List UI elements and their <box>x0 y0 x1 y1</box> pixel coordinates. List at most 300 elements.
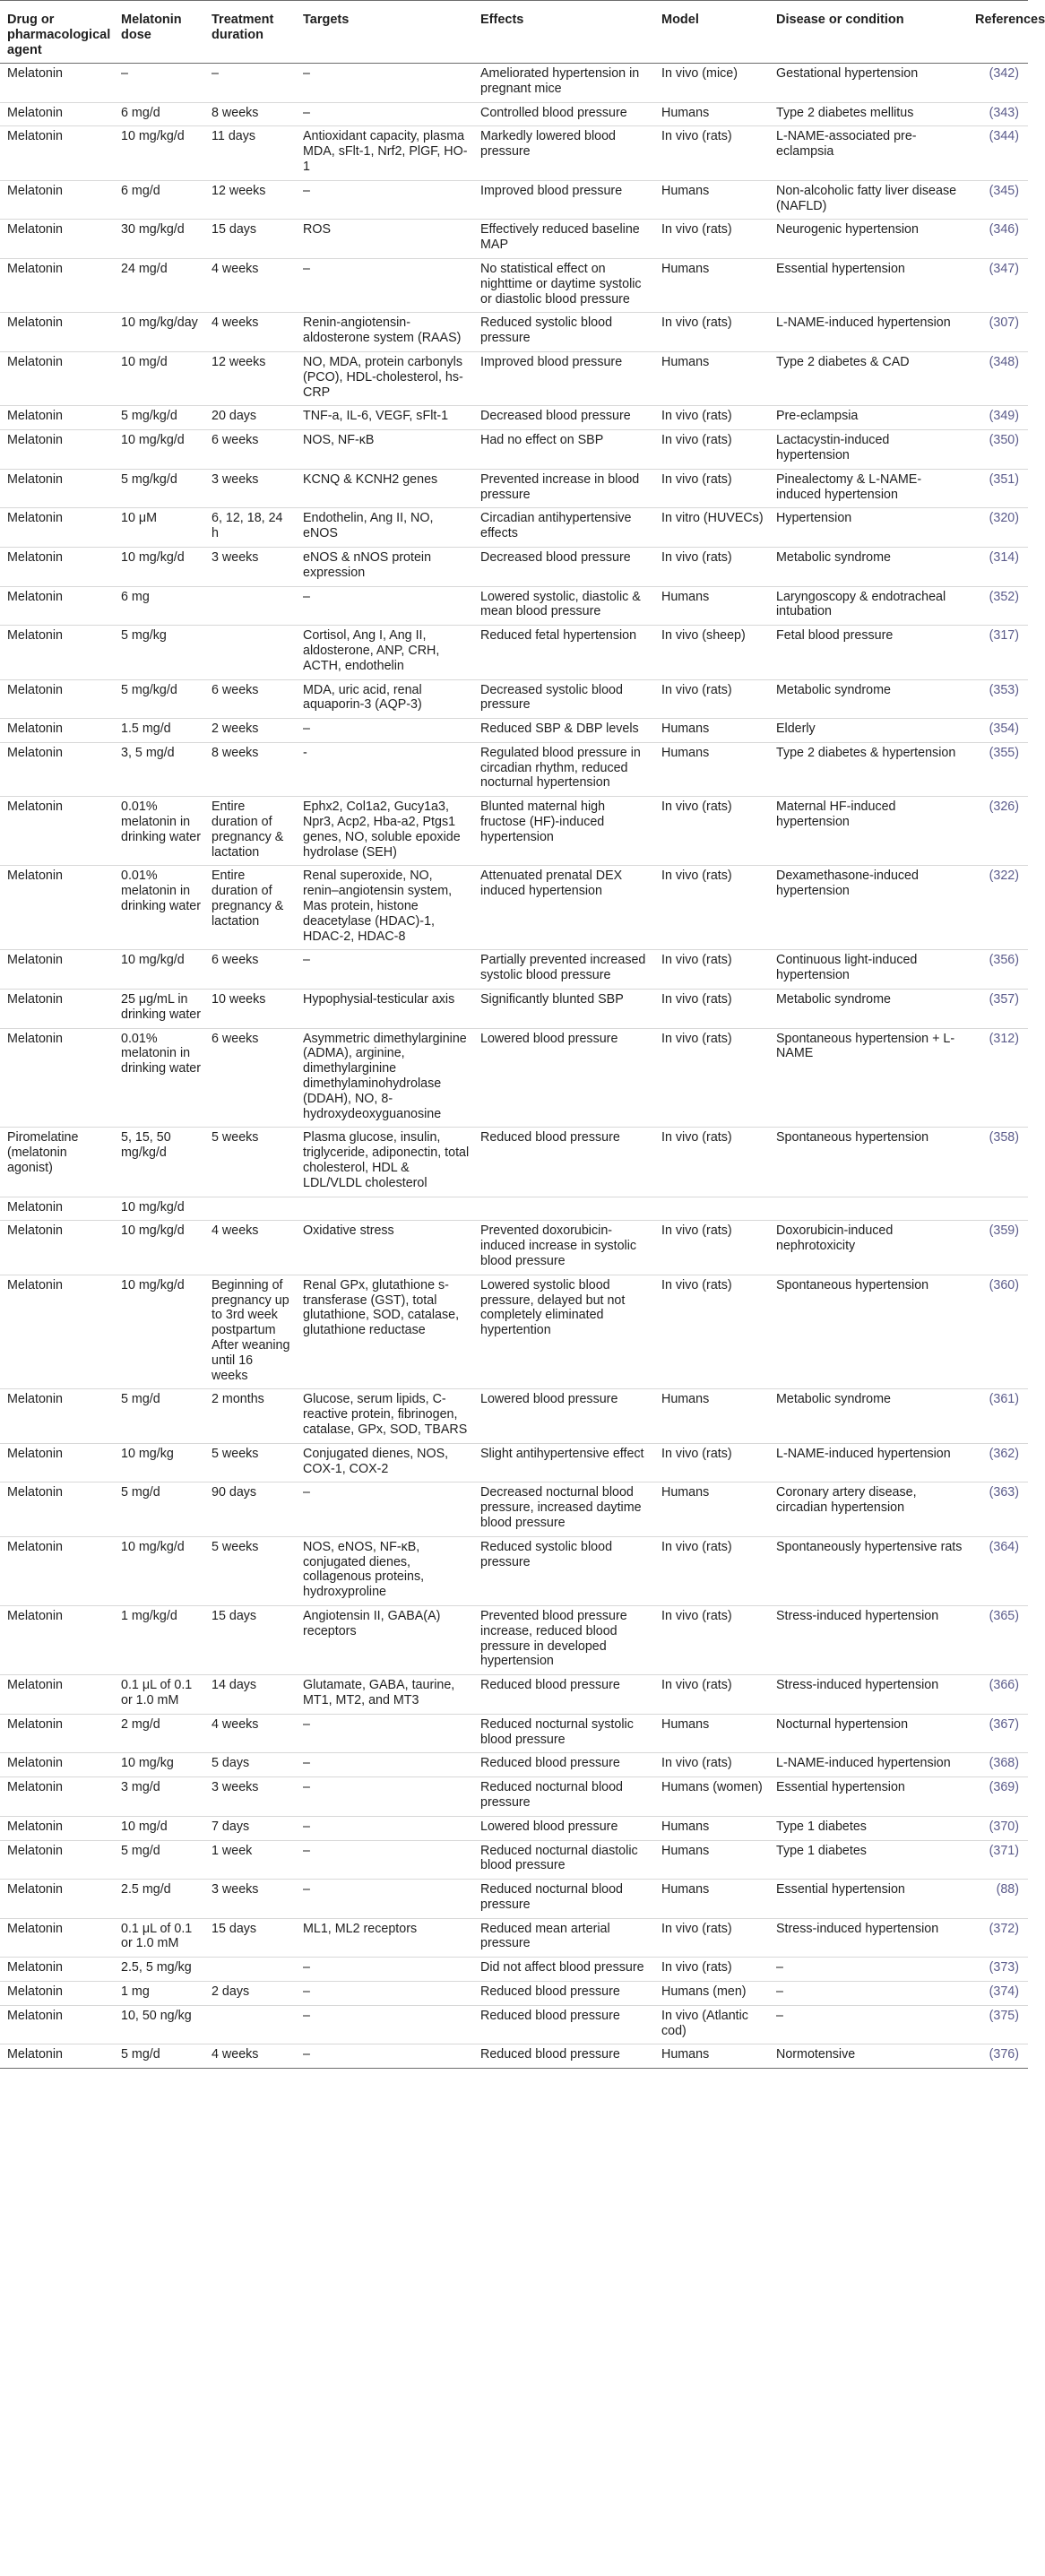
cell-model: Humans <box>654 1389 769 1443</box>
cell-reference[interactable]: (345) <box>968 180 1028 220</box>
cell-dose: 2.5, 5 mg/kg <box>114 1958 204 1982</box>
cell-disease: L-NAME-associated pre-eclampsia <box>769 126 968 180</box>
cell-drug: Melatonin <box>0 547 114 586</box>
cell-duration: 6 weeks <box>204 679 296 719</box>
cell-dose: 10 mg/kg/day <box>114 313 204 352</box>
cell-effects: Reduced nocturnal blood pressure <box>473 1880 654 1919</box>
cell-reference[interactable]: (312) <box>968 1028 1028 1128</box>
cell-duration: 5 days <box>204 1753 296 1777</box>
cell-disease: Hypertension <box>769 508 968 548</box>
table-row <box>0 626 1028 679</box>
cell-drug: Melatonin <box>0 950 114 990</box>
cell-targets: Angiotensin II, GABA(A) receptors <box>296 1605 473 1674</box>
cell-effects: Attenuated prenatal DEX induced hypertension <box>473 866 654 950</box>
table-row <box>0 586 1028 626</box>
cell-reference[interactable]: (347) <box>968 258 1028 312</box>
cell-model: In vivo (rats) <box>654 950 769 990</box>
table-row <box>0 1958 1028 1982</box>
cell-targets: Asymmetric dimethylarginine (ADMA), arginine, dimethylarginine dimethylaminohydrolase (DDAH), NO, 8-hydroxydeoxyguanosine <box>296 1028 473 1128</box>
cell-duration: 6 weeks <box>204 430 296 470</box>
cell-targets: ML1, ML2 receptors <box>296 1918 473 1958</box>
cell-targets: Oxidative stress <box>296 1221 473 1275</box>
cell-reference[interactable]: (376) <box>968 2044 1028 2069</box>
cell-targets: – <box>296 1714 473 1753</box>
cell-effects: Reduced systolic blood pressure <box>473 1536 654 1605</box>
cell-model: In vivo (rats) <box>654 990 769 1029</box>
table-row <box>0 406 1028 430</box>
cell-duration: 20 days <box>204 406 296 430</box>
cell-dose: 0.1 μL of 0.1 or 1.0 mM <box>114 1675 204 1715</box>
cell-duration: 5 weeks <box>204 1128 296 1197</box>
cell-model: In vivo (Atlantic cod) <box>654 2005 769 2044</box>
cell-dose: 5 mg/kg/d <box>114 679 204 719</box>
cell-drug: Melatonin <box>0 351 114 405</box>
cell-disease: Type 1 diabetes <box>769 1840 968 1880</box>
cell-reference[interactable]: (362) <box>968 1443 1028 1482</box>
cell-dose: 10 mg/kg <box>114 1753 204 1777</box>
cell-drug: Melatonin <box>0 508 114 548</box>
cell-reference[interactable]: (348) <box>968 351 1028 405</box>
cell-reference[interactable]: (370) <box>968 1816 1028 1840</box>
cell-reference[interactable]: (359) <box>968 1221 1028 1275</box>
cell-duration: 5 weeks <box>204 1443 296 1482</box>
cell-drug: Melatonin <box>0 2044 114 2069</box>
header-references: References <box>968 1 1028 64</box>
cell-effects: Reduced blood pressure <box>473 2044 654 2069</box>
cell-disease: Normotensive <box>769 2044 968 2069</box>
table-row <box>0 64 1028 103</box>
cell-effects: Effectively reduced baseline MAP <box>473 220 654 259</box>
cell-targets: Ephx2, Col1a2, Gucy1a3, Npr3, Acp2, Hba-a2, Ptgs1 genes, NO, soluble epoxide hydrolase (SEH) <box>296 797 473 866</box>
cell-dose: 10 mg/d <box>114 1816 204 1840</box>
cell-targets: – <box>296 586 473 626</box>
table-row <box>0 679 1028 719</box>
cell-disease: Metabolic syndrome <box>769 679 968 719</box>
cell-model: In vivo (rats) <box>654 406 769 430</box>
cell-effects: Reduced blood pressure <box>473 1753 654 1777</box>
cell-duration: 15 days <box>204 220 296 259</box>
cell-disease: – <box>769 1982 968 2006</box>
cell-duration: 12 weeks <box>204 180 296 220</box>
cell-disease: Metabolic syndrome <box>769 547 968 586</box>
cell-drug: Melatonin <box>0 1482 114 1536</box>
cell-model: In vivo (rats) <box>654 1128 769 1197</box>
cell-reference[interactable]: (307) <box>968 313 1028 352</box>
cell-model: In vivo (rats) <box>654 1753 769 1777</box>
cell-disease: Type 2 diabetes mellitus <box>769 102 968 126</box>
cell-model: Humans <box>654 1840 769 1880</box>
cell-targets: – <box>296 719 473 743</box>
cell-disease: L-NAME-induced hypertension <box>769 313 968 352</box>
cell-targets: NOS, eNOS, NF-κB, conjugated dienes, collagenous proteins, hydroxyproline <box>296 1536 473 1605</box>
cell-duration: 4 weeks <box>204 2044 296 2069</box>
cell-model: In vivo (rats) <box>654 1918 769 1958</box>
cell-drug: Melatonin <box>0 866 114 950</box>
cell-effects: Lowered systolic blood pressure, delayed but not completely eliminated hypertention <box>473 1275 654 1389</box>
cell-targets: Cortisol, Ang I, Ang II, aldosterone, ANP, CRH, ACTH, endothelin <box>296 626 473 679</box>
cell-effects: Lowered blood pressure <box>473 1028 654 1128</box>
cell-model: Humans <box>654 586 769 626</box>
cell-disease: Stress-induced hypertension <box>769 1918 968 1958</box>
cell-model: In vivo (rats) <box>654 469 769 508</box>
cell-disease: Dexamethasone-induced hypertension <box>769 866 968 950</box>
cell-drug: Melatonin <box>0 1221 114 1275</box>
cell-model: In vivo (rats) <box>654 679 769 719</box>
cell-reference[interactable]: (317) <box>968 626 1028 679</box>
cell-duration <box>204 2005 296 2044</box>
cell-drug: Melatonin <box>0 1028 114 1128</box>
cell-duration: 15 days <box>204 1605 296 1674</box>
cell-targets: KCNQ & KCNH2 genes <box>296 469 473 508</box>
cell-effects: Did not affect blood pressure <box>473 1958 654 1982</box>
cell-reference[interactable]: (322) <box>968 866 1028 950</box>
cell-disease: Maternal HF-induced hypertension <box>769 797 968 866</box>
cell-reference[interactable]: (320) <box>968 508 1028 548</box>
cell-disease: Non-alcoholic fatty liver disease (NAFLD) <box>769 180 968 220</box>
cell-effects: Improved blood pressure <box>473 351 654 405</box>
cell-disease: Metabolic syndrome <box>769 990 968 1029</box>
cell-duration: 6 weeks <box>204 1028 296 1128</box>
cell-targets: Conjugated dienes, NOS, COX-1, COX-2 <box>296 1443 473 1482</box>
cell-targets: – <box>296 1777 473 1817</box>
cell-targets: – <box>296 1840 473 1880</box>
cell-disease: Pinealectomy & L-NAME-induced hypertension <box>769 469 968 508</box>
table-row <box>0 220 1028 259</box>
cell-duration <box>204 626 296 679</box>
cell-reference[interactable]: (350) <box>968 430 1028 470</box>
cell-effects: Markedly lowered blood pressure <box>473 126 654 180</box>
cell-reference[interactable] <box>968 1197 1028 1221</box>
cell-duration: 14 days <box>204 1675 296 1715</box>
cell-dose: 5 mg/d <box>114 1482 204 1536</box>
cell-disease: Elderly <box>769 719 968 743</box>
cell-effects: Prevented increase in blood pressure <box>473 469 654 508</box>
cell-disease: Stress-induced hypertension <box>769 1605 968 1674</box>
cell-effects: Reduced nocturnal diastolic blood pressure <box>473 1840 654 1880</box>
cell-reference[interactable]: (346) <box>968 220 1028 259</box>
cell-duration: Beginning of pregnancy up to 3rd week postpartum After weaning until 16 weeks <box>204 1275 296 1389</box>
cell-duration: 12 weeks <box>204 351 296 405</box>
cell-dose: 10 mg/kg/d <box>114 1536 204 1605</box>
cell-model: In vitro (HUVECs) <box>654 508 769 548</box>
cell-disease: Pre-eclampsia <box>769 406 968 430</box>
cell-effects: Controlled blood pressure <box>473 102 654 126</box>
cell-model: Humans <box>654 1714 769 1753</box>
cell-reference[interactable]: (358) <box>968 1128 1028 1197</box>
cell-effects: Ameliorated hypertension in pregnant mice <box>473 64 654 103</box>
cell-reference[interactable]: (373) <box>968 1958 1028 1982</box>
cell-reference[interactable]: (355) <box>968 742 1028 796</box>
table-row <box>0 797 1028 866</box>
cell-effects: Reduced mean arterial pressure <box>473 1918 654 1958</box>
cell-duration: 8 weeks <box>204 102 296 126</box>
cell-effects: Lowered blood pressure <box>473 1389 654 1443</box>
cell-targets: Renal superoxide, NO, renin–angiotensin system, Mas protein, histone deacetylase (HDAC)-1, HDAC-2, HDAC-8 <box>296 866 473 950</box>
cell-dose: 0.01% melatonin in drinking water <box>114 866 204 950</box>
cell-model: Humans <box>654 180 769 220</box>
cell-effects: Slight antihypertensive effect <box>473 1443 654 1482</box>
cell-drug: Melatonin <box>0 313 114 352</box>
cell-drug: Melatonin <box>0 1880 114 1919</box>
cell-dose: 6 mg/d <box>114 180 204 220</box>
cell-model: Humans <box>654 1482 769 1536</box>
table-row <box>0 1221 1028 1275</box>
table-row <box>0 950 1028 990</box>
cell-reference[interactable]: (361) <box>968 1389 1028 1443</box>
cell-drug: Melatonin <box>0 1777 114 1817</box>
cell-disease: Stress-induced hypertension <box>769 1675 968 1715</box>
cell-duration: 10 weeks <box>204 990 296 1029</box>
cell-drug: Melatonin <box>0 1389 114 1443</box>
cell-model: Humans (men) <box>654 1982 769 2006</box>
cell-targets: – <box>296 180 473 220</box>
cell-drug: Piromelatine (melatonin agonist) <box>0 1128 114 1197</box>
cell-reference[interactable]: (368) <box>968 1753 1028 1777</box>
cell-disease: Fetal blood pressure <box>769 626 968 679</box>
cell-targets: Plasma glucose, insulin, triglyceride, adiponectin, total cholesterol, HDL & LDL/VLDL cholesterol <box>296 1128 473 1197</box>
cell-targets: – <box>296 950 473 990</box>
cell-disease: Coronary artery disease, circadian hypertension <box>769 1482 968 1536</box>
cell-effects: Prevented blood pressure increase, reduced blood pressure in developed hypertension <box>473 1605 654 1674</box>
cell-model: Humans <box>654 102 769 126</box>
cell-duration <box>204 1958 296 1982</box>
cell-dose: 10 mg/kg/d <box>114 126 204 180</box>
cell-duration: Entire duration of pregnancy & lactation <box>204 797 296 866</box>
header-effects: Effects <box>473 1 654 64</box>
cell-dose: 10 mg/d <box>114 351 204 405</box>
cell-effects: Prevented doxorubicin-induced increase in systolic blood pressure <box>473 1221 654 1275</box>
cell-duration: 6, 12, 18, 24 h <box>204 508 296 548</box>
table-row <box>0 126 1028 180</box>
cell-model: In vivo (rats) <box>654 1958 769 1982</box>
table-row <box>0 866 1028 950</box>
cell-model: In vivo (rats) <box>654 547 769 586</box>
cell-duration: 7 days <box>204 1816 296 1840</box>
cell-dose: 1.5 mg/d <box>114 719 204 743</box>
cell-reference[interactable]: (360) <box>968 1275 1028 1389</box>
cell-disease: L-NAME-induced hypertension <box>769 1753 968 1777</box>
cell-drug: Melatonin <box>0 742 114 796</box>
cell-reference[interactable]: (374) <box>968 1982 1028 2006</box>
cell-dose: 5 mg/kg/d <box>114 406 204 430</box>
cell-dose: 1 mg/kg/d <box>114 1605 204 1674</box>
cell-disease: Essential hypertension <box>769 1880 968 1919</box>
cell-targets: – <box>296 1880 473 1919</box>
cell-targets: NO, MDA, protein carbonyls (PCO), HDL-cholesterol, hs-CRP <box>296 351 473 405</box>
cell-dose: 10 mg/kg/d <box>114 430 204 470</box>
cell-targets: – <box>296 1958 473 1982</box>
cell-effects: Blunted maternal high fructose (HF)-induced hypertension <box>473 797 654 866</box>
table-row <box>0 1128 1028 1197</box>
cell-model: In vivo (rats) <box>654 866 769 950</box>
cell-reference[interactable]: (354) <box>968 719 1028 743</box>
cell-reference[interactable]: (314) <box>968 547 1028 586</box>
cell-drug: Melatonin <box>0 586 114 626</box>
table-row <box>0 1777 1028 1817</box>
cell-targets: TNF-a, IL-6, VEGF, sFlt-1 <box>296 406 473 430</box>
cell-drug: Melatonin <box>0 1605 114 1674</box>
cell-targets: Endothelin, Ang II, NO, eNOS <box>296 508 473 548</box>
cell-drug: Melatonin <box>0 430 114 470</box>
cell-drug: Melatonin <box>0 1982 114 2006</box>
table-row <box>0 469 1028 508</box>
cell-drug: Melatonin <box>0 469 114 508</box>
cell-duration: Entire duration of pregnancy & lactation <box>204 866 296 950</box>
cell-disease: Nocturnal hypertension <box>769 1714 968 1753</box>
cell-targets: ROS <box>296 220 473 259</box>
cell-reference[interactable]: (364) <box>968 1536 1028 1605</box>
cell-targets: – <box>296 1482 473 1536</box>
cell-effects <box>473 1197 654 1221</box>
cell-model: In vivo (rats) <box>654 1221 769 1275</box>
table-body <box>0 64 1028 2069</box>
cell-dose: 2.5 mg/d <box>114 1880 204 1919</box>
cell-dose: 25 μg/mL in drinking water <box>114 990 204 1029</box>
cell-dose: 6 mg <box>114 586 204 626</box>
table-row <box>0 508 1028 548</box>
cell-targets: – <box>296 64 473 103</box>
table-row <box>0 430 1028 470</box>
table-row <box>0 1536 1028 1605</box>
cell-drug: Melatonin <box>0 2005 114 2044</box>
table-row <box>0 1753 1028 1777</box>
cell-dose: 2 mg/d <box>114 1714 204 1753</box>
cell-targets: Renin-angiotensin-aldosterone system (RAAS) <box>296 313 473 352</box>
cell-effects: Decreased blood pressure <box>473 547 654 586</box>
cell-dose: 10 mg/kg/d <box>114 547 204 586</box>
table-row <box>0 1675 1028 1715</box>
cell-dose: 10 mg/kg/d <box>114 1275 204 1389</box>
cell-reference[interactable]: (371) <box>968 1840 1028 1880</box>
cell-drug: Melatonin <box>0 1840 114 1880</box>
cell-model: Humans <box>654 351 769 405</box>
cell-reference[interactable]: (357) <box>968 990 1028 1029</box>
cell-duration <box>204 586 296 626</box>
cell-targets: eNOS & nNOS protein expression <box>296 547 473 586</box>
cell-effects: Lowered systolic, diastolic & mean blood pressure <box>473 586 654 626</box>
cell-disease <box>769 1197 968 1221</box>
header-drug: Drug or pharmacological agent <box>0 1 114 64</box>
cell-reference[interactable]: (356) <box>968 950 1028 990</box>
cell-targets: Antioxidant capacity, plasma MDA, sFlt-1, Nrf2, PlGF, HO-1 <box>296 126 473 180</box>
cell-effects: Circadian antihypertensive effects <box>473 508 654 548</box>
cell-reference[interactable]: (366) <box>968 1675 1028 1715</box>
cell-model: In vivo (rats) <box>654 1028 769 1128</box>
cell-model: Humans <box>654 1880 769 1919</box>
cell-drug: Melatonin <box>0 126 114 180</box>
cell-dose: 10 mg/kg/d <box>114 1197 204 1221</box>
cell-effects: Reduced nocturnal blood pressure <box>473 1777 654 1817</box>
cell-dose: 5 mg/kg <box>114 626 204 679</box>
cell-targets: - <box>296 742 473 796</box>
cell-reference[interactable]: (365) <box>968 1605 1028 1674</box>
cell-effects: Decreased nocturnal blood pressure, increased daytime blood pressure <box>473 1482 654 1536</box>
cell-targets: Glutamate, GABA, taurine, MT1, MT2, and MT3 <box>296 1675 473 1715</box>
cell-dose: 24 mg/d <box>114 258 204 312</box>
table-row <box>0 1028 1028 1128</box>
cell-reference[interactable]: (326) <box>968 797 1028 866</box>
cell-reference[interactable]: (369) <box>968 1777 1028 1817</box>
cell-drug: Melatonin <box>0 180 114 220</box>
cell-reference[interactable]: (88) <box>968 1880 1028 1919</box>
table-row <box>0 313 1028 352</box>
cell-dose: – <box>114 64 204 103</box>
cell-effects: Decreased blood pressure <box>473 406 654 430</box>
header-duration: Treatment duration <box>204 1 296 64</box>
cell-drug: Melatonin <box>0 1918 114 1958</box>
cell-dose: 5 mg/d <box>114 1389 204 1443</box>
cell-reference[interactable]: (344) <box>968 126 1028 180</box>
table-row <box>0 2044 1028 2069</box>
cell-reference[interactable]: (363) <box>968 1482 1028 1536</box>
cell-drug: Melatonin <box>0 1275 114 1389</box>
header-dose: Melatonin dose <box>114 1 204 64</box>
cell-reference[interactable]: (367) <box>968 1714 1028 1753</box>
cell-drug: Melatonin <box>0 220 114 259</box>
cell-reference[interactable]: (342) <box>968 64 1028 103</box>
table-row <box>0 1880 1028 1919</box>
cell-duration: 4 weeks <box>204 1221 296 1275</box>
cell-drug: Melatonin <box>0 1958 114 1982</box>
cell-disease: Laryngoscopy & endotracheal intubation <box>769 586 968 626</box>
cell-model: Humans <box>654 258 769 312</box>
cell-dose: 10 mg/kg/d <box>114 950 204 990</box>
cell-targets: – <box>296 258 473 312</box>
cell-reference[interactable]: (343) <box>968 102 1028 126</box>
cell-drug: Melatonin <box>0 258 114 312</box>
cell-dose: 0.01% melatonin in drinking water <box>114 1028 204 1128</box>
cell-reference[interactable]: (349) <box>968 406 1028 430</box>
cell-dose: 6 mg/d <box>114 102 204 126</box>
cell-effects: Significantly blunted SBP <box>473 990 654 1029</box>
table-header <box>0 1 1045 64</box>
cell-reference[interactable]: (375) <box>968 2005 1028 2044</box>
cell-duration <box>204 1197 296 1221</box>
cell-duration: 3 weeks <box>204 469 296 508</box>
table-row <box>0 1816 1028 1840</box>
cell-effects: Reduced blood pressure <box>473 1982 654 2006</box>
cell-disease: Continuous light-induced hypertension <box>769 950 968 990</box>
cell-dose: 0.1 μL of 0.1 or 1.0 mM <box>114 1918 204 1958</box>
cell-drug: Melatonin <box>0 102 114 126</box>
cell-reference[interactable]: (351) <box>968 469 1028 508</box>
cell-targets <box>296 1197 473 1221</box>
cell-effects: Lowered blood pressure <box>473 1816 654 1840</box>
table-row <box>0 1714 1028 1753</box>
cell-dose: 3 mg/d <box>114 1777 204 1817</box>
cell-reference[interactable]: (353) <box>968 679 1028 719</box>
cell-targets: Renal GPx, glutathione s-transferase (GST), total glutathione, SOD, catalase, glutathione reductase <box>296 1275 473 1389</box>
cell-duration: 2 months <box>204 1389 296 1443</box>
cell-effects: Reduced nocturnal systolic blood pressure <box>473 1714 654 1753</box>
cell-model: Humans <box>654 2044 769 2069</box>
cell-effects: Reduced blood pressure <box>473 1128 654 1197</box>
cell-dose: 10 mg/kg <box>114 1443 204 1482</box>
cell-model <box>654 1197 769 1221</box>
cell-drug: Melatonin <box>0 990 114 1029</box>
cell-duration: 3 weeks <box>204 547 296 586</box>
cell-dose: 30 mg/kg/d <box>114 220 204 259</box>
cell-drug: Melatonin <box>0 679 114 719</box>
cell-reference[interactable]: (372) <box>968 1918 1028 1958</box>
cell-disease: Type 2 diabetes & CAD <box>769 351 968 405</box>
cell-duration: 6 weeks <box>204 950 296 990</box>
cell-disease: Spontaneous hypertension <box>769 1275 968 1389</box>
cell-targets: – <box>296 1982 473 2006</box>
cell-drug: Melatonin <box>0 64 114 103</box>
cell-effects: Decreased systolic blood pressure <box>473 679 654 719</box>
cell-reference[interactable]: (352) <box>968 586 1028 626</box>
